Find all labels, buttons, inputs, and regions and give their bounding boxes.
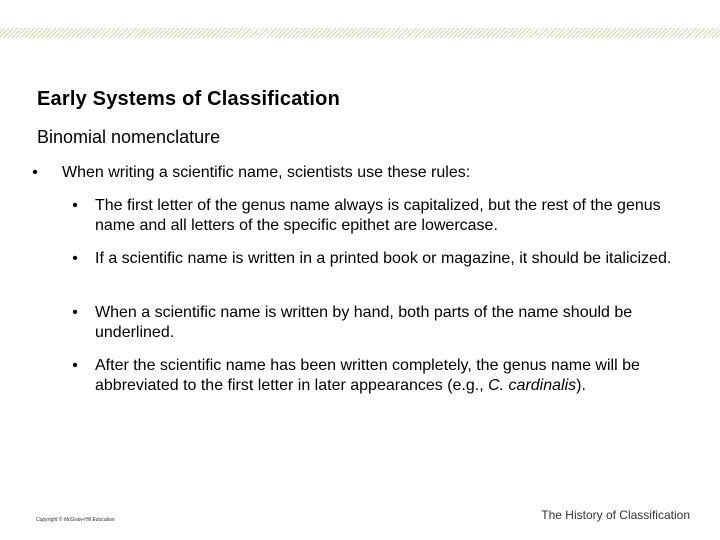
slide-subtitle: Binomial nomenclature — [37, 127, 221, 147]
example-scientific-name: C. cardinalis — [488, 377, 577, 394]
sub-bullet-text: When a scientific name is written by hand, both parts of the name should be underlined. — [95, 304, 633, 341]
bullet-marker: • — [72, 357, 78, 374]
slide-title: Early Systems of Classification — [37, 88, 340, 110]
bullet-marker: • — [72, 250, 78, 267]
sub-bullet-underlined — [70, 303, 680, 343]
sub-bullet-text — [95, 356, 680, 396]
sub-bullet-capitalization — [70, 196, 680, 236]
sub-bullet-text-after: ). — [576, 377, 586, 394]
presentation-title: The History of Classification — [541, 508, 690, 522]
bullet-marker: • — [32, 164, 38, 181]
sub-bullet-text-before: After the scientific name has been written completely, the genus name will be abbreviated to the first letter in later appearances (e.g., — [95, 357, 640, 394]
sub-bullet-text: If a scientific name is written in a printed book or magazine, it should be italicized. — [95, 250, 672, 267]
sub-bullet-text: The first letter of the genus name always is capitalized, but the rest of the genus name and all letters of the specific epithet are lowercase. — [95, 197, 661, 234]
copyright-notice: Copyright © McGraw-Hill Education — [36, 517, 115, 523]
sub-bullet-italicized — [70, 249, 680, 269]
bullet-marker: • — [72, 304, 78, 321]
main-bullet-text: When writing a scientific name, scientists use these rules: — [62, 164, 471, 181]
sub-bullet-abbreviation — [70, 356, 680, 396]
bullet-marker: • — [72, 197, 78, 214]
decorative-top-band — [0, 28, 720, 38]
